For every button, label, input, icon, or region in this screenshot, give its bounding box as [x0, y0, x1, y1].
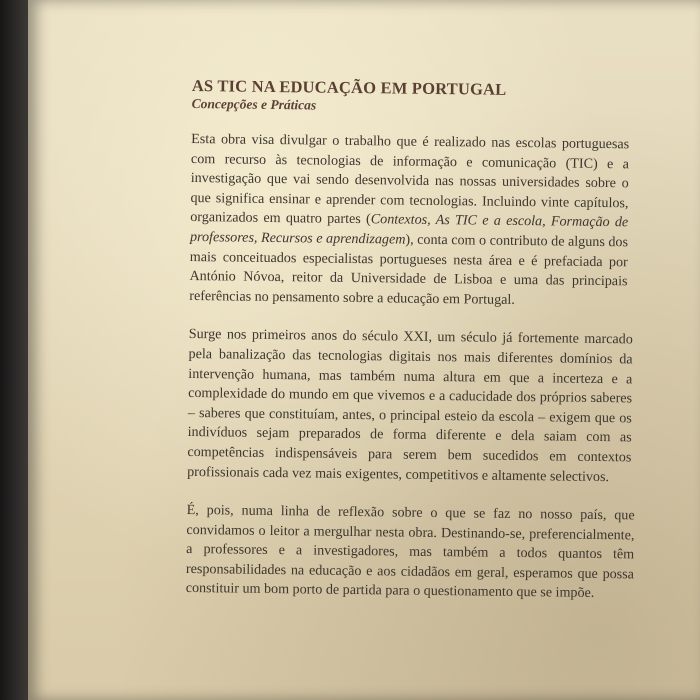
book-back-cover	[28, 0, 700, 700]
paragraph-1-text-end: ), conta com o contributo de alguns dos mais conceituados especialistas portugueses nesta área e é prefaciada por António Nóvoa, reitor da Universidade de Lisboa e uma das principais referências no pensamento sobre a educação em Portugal.	[189, 231, 629, 308]
book-subtitle: Concepções e Práticas	[191, 95, 317, 113]
paragraph-1	[189, 130, 629, 312]
paragraph-1-italic-parts: Contextos, As TIC e a escola, Formação de professores, Recursos e aprendizagem	[189, 211, 629, 248]
book-title: AS TIC NA EDUCAÇÃO EM PORTUGAL	[191, 76, 507, 99]
paragraph-1-text-start: Esta obra visa divulgar o trabalho que é realizado nas escolas portuguesas com recurso às tecnologias de informação e comunicação (TIC) e a investigação que vai sendo desenvolvida nas nossas universidades sobre o que significa ensinar e aprender com tecnologias. Incluindo vinte capítulos, organizados em quatro partes (	[190, 130, 630, 228]
paragraph-3: É, pois, numa linha de reflexão sobre o que se faz no nosso país, que convidamos o leitor a mergulhar nesta obra. Destinando-se, preferencialmente, a professores e a investigadores, mas também a todos quantos têm responsabilidades na educação e aos cidadãos em geral, esperamos que possa constituir um bom porto de partida para o questionamento que se impõe.	[185, 502, 635, 602]
cover-text-block	[185, 76, 635, 623]
paragraph-2: Surge nos primeiros anos do século XXI, um século já fortemente marcado pela banalização das tecnologias digitais nos mais diferentes domínios da intervenção humana, mas também numa altura em que a incerteza e a complexidade do mundo em que vivemos e a caducidade dos próprios saberes – saberes que constituíam, antes, o principal esteio da escola – exigem que os indivíduos sejam preparados de forma diferente e dela saiam com as competências indispensáveis para serem bem sucedidos em contextos profissionais cada vez mais exigentes, competitivos e altamente selectivos.	[187, 326, 633, 485]
